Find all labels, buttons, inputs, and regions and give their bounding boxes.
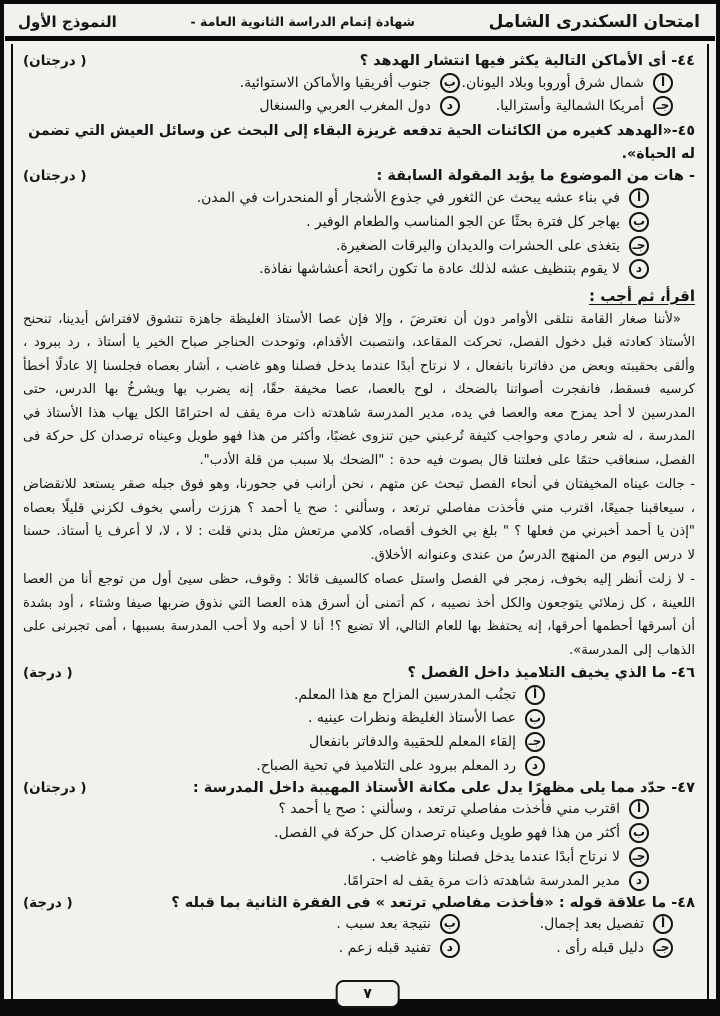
question-44	[23, 53, 695, 69]
option-text: دول المغرب العربي والسنغال	[259, 98, 431, 114]
option-letter-badge: د	[440, 96, 460, 116]
option-c	[460, 96, 695, 116]
question-45-quote: ٤٥-«الهدهد كغيره من الكائنات الحية تدفعه غريزة البقاء إلى البحث عن وسائل العيش التي تضمن له الحياة».	[28, 123, 695, 162]
option-text: دليل قبله رأى .	[556, 939, 644, 956]
question-48	[23, 895, 695, 911]
option-b	[23, 823, 695, 843]
question-48-points: ( درجة)	[23, 894, 73, 911]
option-d	[23, 938, 460, 958]
option-letter-badge: أ	[525, 685, 545, 705]
reading-heading-text: اقرأ، ثم أجب :	[588, 286, 695, 305]
option-a	[23, 685, 695, 705]
option-c	[460, 938, 695, 958]
question-47-points: ( درجتان)	[23, 779, 87, 796]
option-letter-badge: أ	[653, 73, 673, 93]
page-number-box	[336, 980, 400, 1008]
header-divider	[5, 36, 715, 41]
option-a	[460, 914, 695, 934]
option-letter-badge: ب	[525, 709, 545, 729]
option-text: عصا الأستاذ الغليظة ونظرات عينيه .	[307, 710, 516, 727]
option-text: تجنُب المدرسين المزاح مع هذا المعلم.	[293, 686, 516, 703]
option-letter-badge: د	[525, 756, 545, 776]
option-text: إلقاء المعلم للحقيبة والدفاتر بانفعال	[309, 734, 516, 751]
option-c	[23, 847, 695, 867]
passage-paragraph-1: «لأننا صغار القامة نتلقى الأوامر دون أن نعترضَ ، وإلا فإن عصا الأستاذ الغليظة جاهزة تتشوق لافتراش أيدينا، تنحنح الأستاذ كعادته قبل دخول الفصل، تحركت المقاعد، وانتصبت الأقدام، وتوحدت الحناجر صباح الخير يا أستاذ ، رد ببرود ، وألقى بحقيبته وبعض من دفاترنا بانفعال ، لا نرتاح أبدًا عندما يدخل فصلنا وهو غاضب ، أشار بعصاه فجلسنا إلا عادلًا أخطأ كرسيه فسقط، فانفجرت أصواتنا بالضحك ، لوح بالعصا، عصا مخيفة حقًا، إنه يضرب بها ويشرخُ بها الدرس، حتى المدرسين لا أحد يمزح معه والعصا في يده، مدير المدرسة شاهدته ذات مرة يقف له احترامًا الكل يهاب هذا الأستاذ في المدرسة ، له شعر رمادي وحواجب كثيفة تُرعبني حين تنزوى غضبًا، وأكثر من هذا فهو طويل وعيناه ترصدان كل حركة فى الفصل، سنعاقب حتمًا على فعلتنا قال بصوت فيه حدة : "الضحك بلا سبب من قلة الأدب".	[23, 311, 695, 468]
option-text: نتيجة بعد سبب .	[336, 916, 431, 932]
option-c	[23, 236, 695, 256]
option-text: لا نرتاح أبدًا عندما يدخل فصلنا وهو غاضب .	[371, 848, 620, 865]
model-label: النموذج الأول	[18, 12, 117, 31]
option-b	[23, 73, 460, 93]
passage-paragraph-2: - جالت عيناه المخيفتان في أنحاء الفصل تبحث عن متهم ، نحن أرانب في جحورنا، وهو فوق جبله صقر يستعد للانقضاض ، سيعاقبنا جميعًا، اقترب مني فأخذت مفاصلي ترتعد ، وسألني : صح يا أحمد ؟ هززت رأسي بخوف لكزني قليلًا بعصاه "إذن يا أحمد أخبرني من فعلها ؟ " بلغ بي الخوف أقصاه، كلامي مرتعش مثل بدني قلت : لا ، لا، لا أعرف يا أستاذ. حسنا لا درس اليوم من المنهج الدرسُ من عندى وعنوانه الأخلاق.	[23, 477, 695, 563]
option-d	[23, 871, 695, 891]
certificate-subtitle: شهادة إتمام الدراسة الثانوية العامة -	[190, 14, 415, 29]
option-c	[23, 732, 695, 752]
question-45-points: ( درجتان)	[23, 168, 87, 185]
option-letter-badge: جـ	[653, 938, 673, 958]
option-letter-badge: جـ	[653, 96, 673, 116]
option-text: أكثر من هذا فهو طويل وعيناه ترصدان كل حركة في الفصل.	[274, 825, 620, 842]
question-46	[23, 665, 695, 681]
option-text: رد المعلم ببرود على التلاميذ في تحية الصباح.	[256, 758, 516, 775]
question-48-text: ٤٨- ما علاقة قوله : «فأخذت مفاصلي ترتعد » فى الفقرة الثانية بما قبله ؟	[171, 894, 695, 911]
question-48-options-row-2	[23, 938, 695, 958]
question-44-text: ٤٤- أى الأماكن التالية يكثر فيها انتشار الهدهد ؟	[359, 53, 695, 69]
option-text: يتغذى على الحشرات والديدان واليرقات الصغيرة.	[335, 237, 620, 254]
option-letter-badge: ب	[440, 914, 460, 934]
option-letter-badge: أ	[629, 799, 649, 819]
option-letter-badge: ب	[629, 212, 649, 232]
question-45	[23, 168, 695, 184]
option-text: في بناء عشه يبحث عن الثغور في جذوع الأشجار أو المنحدرات في المدن.	[196, 189, 620, 206]
option-text: يهاجر كل فترة بحثًا عن الجو المناسب والطعام الوفير .	[306, 213, 620, 230]
option-a	[23, 799, 695, 819]
option-letter-badge: جـ	[629, 236, 649, 256]
option-letter-badge: ب	[629, 823, 649, 843]
option-b	[23, 708, 695, 728]
question-44-options-row-1	[23, 73, 695, 93]
question-44-points: ( درجتان)	[23, 53, 87, 69]
option-b	[23, 914, 460, 934]
option-b	[23, 212, 695, 232]
question-45-text: - هات من الموضوع ما يؤيد المقولة السابقة :	[376, 168, 695, 185]
option-letter-badge: جـ	[525, 732, 545, 752]
option-letter-badge: د	[629, 259, 649, 279]
question-47-text: ٤٧- حدّد مما يلى مظهرًا يدل على مكانة الأستاذ المهيبة داخل المدرسة :	[192, 779, 695, 796]
question-48-options-row-1	[23, 914, 695, 934]
question-47	[23, 780, 695, 796]
option-text: تفصيل بعد إجمال.	[539, 916, 644, 932]
option-d	[23, 756, 695, 776]
option-d	[23, 96, 460, 116]
option-text: اقترب مني فأخذت مفاصلي ترتعد ، وسألني : صح يا أحمد ؟	[278, 801, 620, 818]
option-letter-badge: أ	[629, 188, 649, 208]
option-a	[23, 188, 695, 208]
option-text: تفنيد قبله زعم .	[338, 939, 431, 956]
page-header	[4, 4, 716, 36]
exam-title: امتحان السكندرى الشامل	[488, 11, 700, 32]
option-letter-badge: أ	[653, 914, 673, 934]
option-letter-badge: ب	[440, 73, 460, 93]
question-44-options-row-2	[23, 96, 695, 116]
option-text: لا يقوم بتنظيف عشه لذلك عادة ما تكون رائحة أعشاشها نفاذة.	[259, 261, 620, 278]
option-letter-badge: د	[629, 871, 649, 891]
option-letter-badge: د	[440, 938, 460, 958]
reading-heading	[23, 287, 695, 305]
option-text: شمال شرق أوروبا وبلاد اليونان.	[461, 74, 644, 91]
question-46-text: ٤٦- ما الذي يخيف التلاميذ داخل الفصل ؟	[407, 665, 695, 682]
option-d	[23, 259, 695, 279]
option-text: مدير المدرسة شاهدته ذات مرة يقف له احترامًا.	[342, 872, 620, 889]
passage-paragraph-3: - لا زلت أنظر إليه بخوف، زمجر في الفصل واستل عصاه كالسيف قائلا : وقوف، حظى سيئ أول من توجع أنا من العصا اللعينة ، كل زملائي يتوجعون والكل أخذ نصيبه ، كم أتمنى أن أسرق هذه العصا التي نذوق ضربها صيفا وشتاء ، أود بشدة أن أسرقها أحطمها أحرقها، إنه يحتفظ بها للعام التالي، ألا تضيع ؟! أنا لا أحبه ولا أحب المدرسة بسببها ، أمى تجبرنى على الذهاب إلى المدرسة».	[23, 572, 695, 658]
page-number: ٧	[363, 986, 372, 1002]
option-text: جنوب أفريقيا والأماكن الاستوائية.	[239, 74, 431, 91]
question-46-points: ( درجة)	[23, 665, 73, 682]
option-letter-badge: جـ	[629, 847, 649, 867]
option-text: أمريكا الشمالية وأستراليا.	[495, 98, 644, 114]
exam-content	[11, 44, 709, 999]
option-a	[460, 73, 695, 93]
